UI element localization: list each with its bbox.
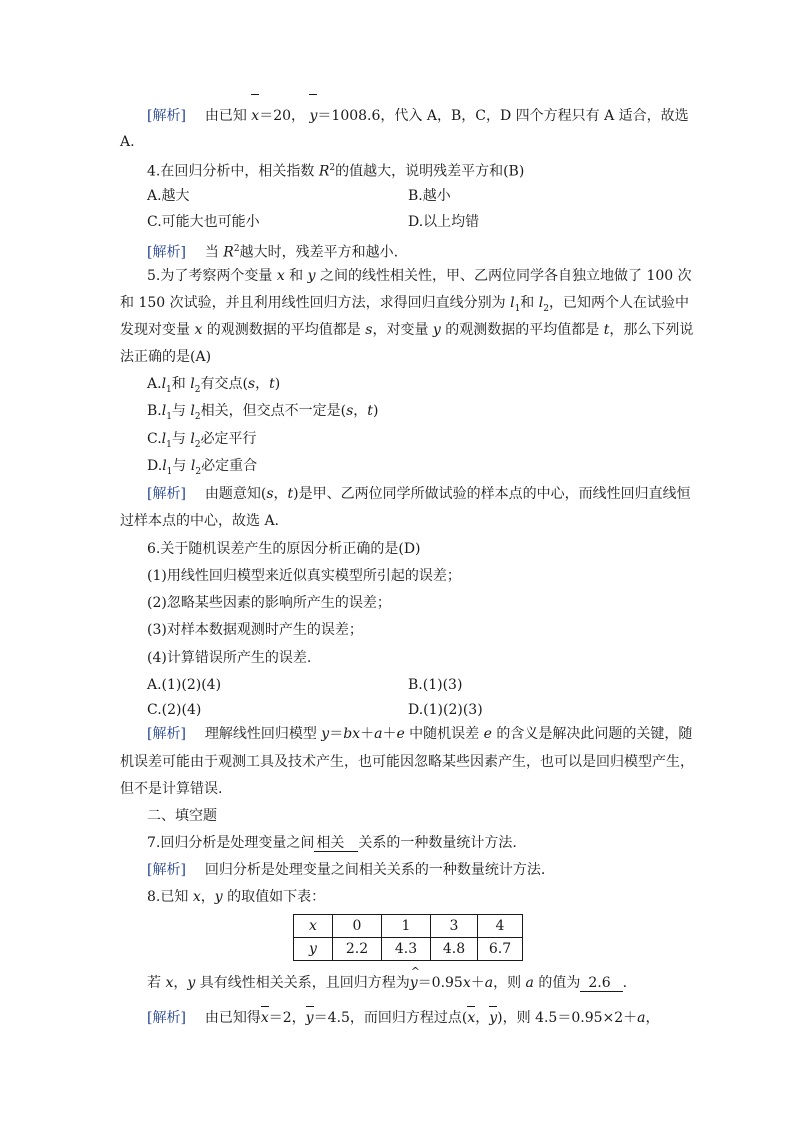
q5-stem-line3: 发现对变量 x 的观测数据的平均值都是 s，对变量 y 的观测数据的平均值都是 t，那么下列说 [120,322,694,338]
q4-stem: 4.在回归分析中，相关指数 $R^2$的值越大，说明残差平方和(B) [147,163,525,180]
q4-option-a: A.越大 [147,188,190,204]
q5-option-c: $C.l_1$与 $l_2$必定平行 [147,431,257,450]
q6-stem: 6.关于随机误差产生的原因分析正确的是(D) [147,541,421,557]
q6-option-d: D.(1)(2)(3) [408,702,483,718]
q6-item-2: (2)忽略某些因素的影响所产生的误差； [147,595,391,611]
table-row: x 0 1 3 4 [294,915,523,938]
q4-option-d: D.以上均错 [408,214,480,230]
x-bar: x [251,108,260,124]
q5-stem-line1: 5.为了考察两个变量 x 和 y 之间的线性相关性，甲、乙两位同学各自独立地做了 100 次 [147,268,692,284]
q5-option-b: $B.l_1$与 $l_2$相关，但交点不一定是(s，t) [147,403,379,422]
q6-item-1: (1)用线性回归模型来近似真实模型所引起的误差； [147,568,461,584]
q4-option-c: C.可能大也可能小 [147,214,260,230]
q4-option-b: B.越小 [408,188,451,204]
q8-stem: 8.已知 x，y 的取值如下表： [147,889,326,905]
analysis-label: [解析] [147,108,186,124]
q8-question: 若 x，y 具有线性相关关系，且回归方程为^ y＝0.95x＋a，则 a 的值为 2.6 . [147,973,627,993]
q6-option-c: C.(2)(4) [147,702,202,718]
y-hat: ^ y [410,973,418,993]
q5-option-d: $D.l_1$与 $l_2$必定重合 [147,458,258,477]
q5-stem-line4: 法正确的是(A) [120,349,212,365]
q5-option-a: $A.l_1$和 $l_2$有交点(s，t) [147,376,281,395]
y-bar: y [309,108,318,124]
q8-answer-blank: 2.6 [580,975,622,992]
q5-stem-line2: 和 150 次试验，并且利用线性回归方法，求得回归直线分别为 $l_1$和 $l_2$，已知两个人在试验中 [120,295,689,314]
section-heading: 二、填空题 [147,808,217,824]
q4-analysis: [解析] 当 $R^2$越大时，残差平方和越小. [147,244,399,261]
table-row: y 2.2 4.3 4.8 6.7 [294,938,523,961]
q7-answer-blank: 相关 [314,835,358,852]
q7-analysis: [解析] 回归分析是处理变量之间相关关系的一种数量统计方法. [147,862,546,878]
q7-stem: 7.回归分析是处理变量之间 相关 关系的一种数量统计方法. [147,835,517,851]
q6-option-b: B.(1)(3) [408,677,463,693]
q5-analysis-line2: 过样本点的中心，故选 A. [120,513,280,529]
q6-analysis-line2: 机误差可能由于观测工具及技术产生，也可能因忽略某些因素产生，也可以是回归模型产生， [120,754,694,770]
q6-item-3: (3)对样本数据观测时产生的误差； [147,622,363,638]
document-page: [解析] 由已知 x＝20， y＝1008.6，代入 A，B，C，D 四个方程只有 A 适合，故选 A. 4.在回归分析中，相关指数 $R^2$的值越大，说明残差平方和(B) A.越大 B.越小 C.可能大也可能小 D.以上均错 [解析] 当 $R^2$越大时，残差平方和越小. 5.为了考察两个变量 x 和 y 之间的线性相关性，甲、乙两位同学各自独立地做了 100 次 和 150 次试验，并且利用线性回归方法，求得回归直线分别为 $l_1$和 $l_2$，已知两个人在试验中 发现对变量 x 的观测数据的平均值都是 s，对变量 y 的观测数据的平均值都是 t，那么下列说 法正确的是(A) $A.l_1$和 $l_2$有交点(s，t) $B.l_1$与 $l_2$相关，但交点不一定是(s，t) $C.l_1$与 $l_2$必定平行 $D.l_1$与 $l_2$必定重合 [解析] 由题意知(s，t)是甲、乙两位同学所做试验的样本点的中心，而线性回归直线恒 过样本点的中心，故选 A. 6.关于随机误差产生的原因分析正确的是(D) (1)用线性回归模型来近似真实模型所引起的误差； (2)忽略某些因素的影响所产生的误差； (3)对样本数据观测时产生的误差； (4)计算错误所产生的误差. A.(1)(2)(4) B.(1)(3) C.(2)(4) D.(1)(2)(3) [解析] 理解线性回归模型 y＝bx＋a＋e 中随机误差 e 的含义是解决此问题的关键，随 机误差可能由于观测工具及技术产生，也可能因忽略某些因素产生，也可以是回归模型产生， 但不是计算错误. 二、填空题 7.回归分析是处理变量之间 相关 关系的一种数量统计方法. [解析] 回归分析是处理变量之间相关关系的一种数量统计方法. 8.已知 x，y 的取值如下表： x 0 1 3 4 y 2.2 4.3 4.8 6.7 若 x，y 具有线性相关关系，且回归方程为^ y＝0.95x＋a，则 a 的值为 2.6 . [解析] 由已知得x＝2，y＝4.5，而回归方程过点(x，y)，则 4.5＝0.95×2＋a， [0,0,793,1122]
q6-option-a: A.(1)(2)(4) [147,677,222,693]
q3-analysis: [解析] 由已知 x＝20， y＝1008.6，代入 A，B，C，D 四个方程只有 A 适合，故选 [147,108,689,124]
q8-data-table [293,914,523,961]
q8-analysis: [解析] 由已知得x＝2，y＝4.5，而回归方程过点(x，y)，则 4.5＝0.95×2＋a， [147,1010,660,1026]
q5-analysis-line1: [解析] 由题意知(s，t)是甲、乙两位同学所做试验的样本点的中心，而线性回归直线恒 [147,486,691,502]
q6-item-4: (4)计算错误所产生的误差. [147,650,312,666]
q6-analysis-line1: [解析] 理解线性回归模型 y＝bx＋a＋e 中随机误差 e 的含义是解决此问题的关键，随 [147,726,693,742]
q6-analysis-line3: 但不是计算错误. [120,781,223,797]
